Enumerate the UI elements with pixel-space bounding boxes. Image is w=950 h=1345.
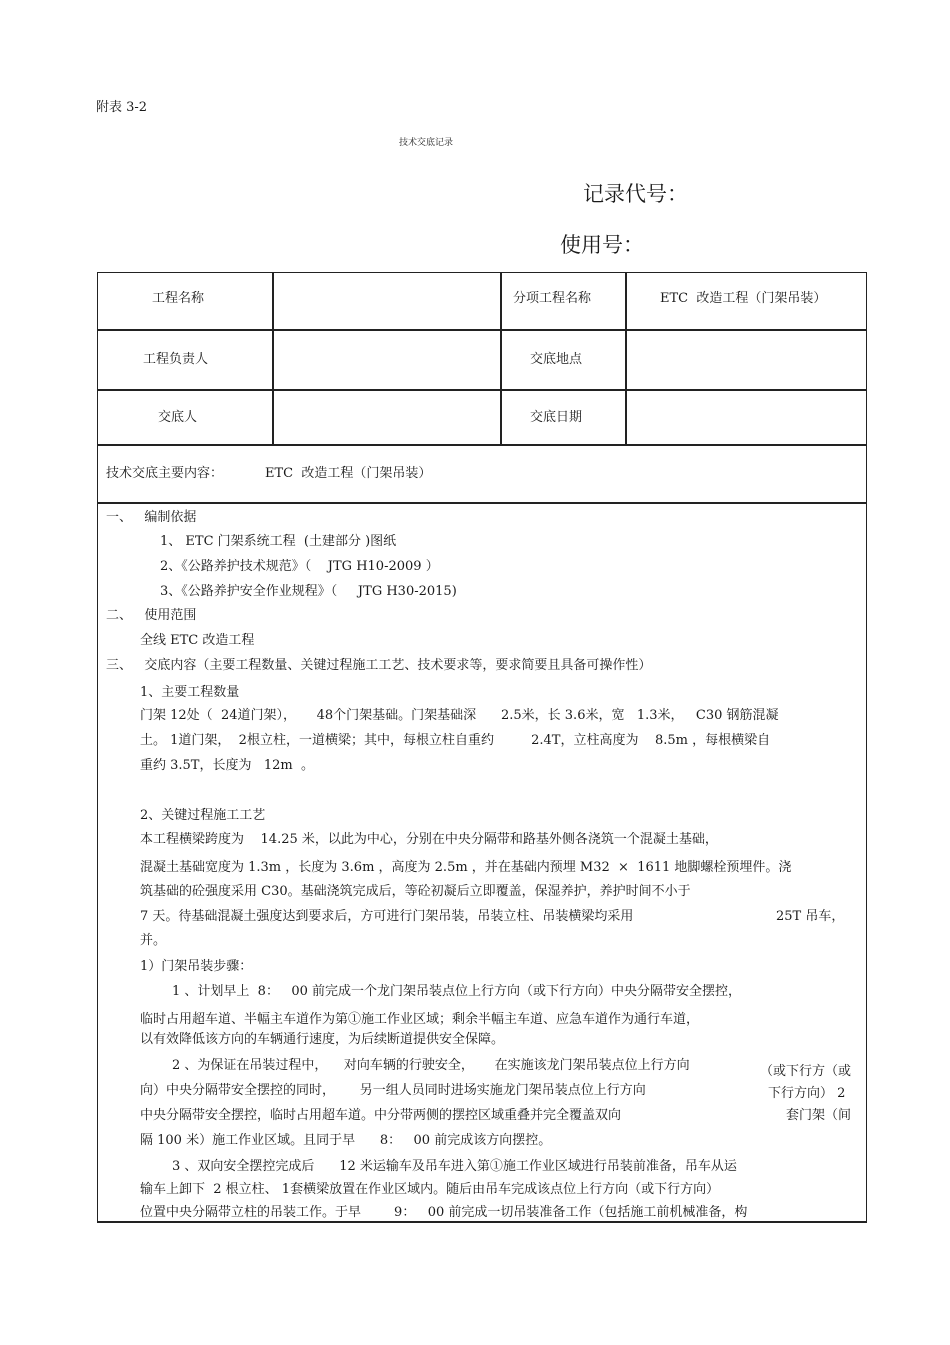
- process-line-4a: 7 天。待基础混凝土强度达到要求后，方可进行门架吊装，吊装立柱、吊装横梁均采用: [140, 909, 634, 924]
- process-line-2: 混凝土基础宽度为 1.3m ，长度为 3.6m ，高度为 2.5m ，并在基础内预埋 M32 × 1611 地脚螺栓预埋件。浇: [140, 860, 792, 875]
- row-divider: [97, 502, 867, 504]
- column-divider: [625, 272, 627, 445]
- usage-number-label: 使用号：: [560, 233, 644, 257]
- section-2-text: 全线 ETC 改造工程: [140, 633, 255, 648]
- record-code-label: 记录代号：: [583, 182, 688, 206]
- location-label: 交底地点: [530, 352, 583, 367]
- section-1-item-1: 1、 ETC 门架系统工程 (土建部分 )图纸: [160, 534, 397, 549]
- step-2-line-2b: 下行方向） 2: [768, 1086, 846, 1101]
- row-divider: [97, 389, 867, 391]
- section-3-title: 三、 交底内容（主要工程数量、关键过程施工工艺、技术要求等，要求简要且具备可操作性）: [106, 658, 652, 673]
- step-3-line-1: 3 、双向安全摆控完成后 12 米运输车及吊车进入第①施工作业区域进行吊装前准备，吊车从运: [172, 1159, 737, 1174]
- date-label: 交底日期: [530, 410, 583, 425]
- appendix-label: 附表 3-2: [96, 100, 148, 115]
- step-3-line-2: 输车上卸下 2 根立柱、 1套横梁放置在作业区域内。随后由吊车完成该点位上行方向（或下行方向）: [140, 1182, 720, 1197]
- section-1-title: 一、 编制依据: [106, 510, 197, 525]
- step-2-line-1b: （或下行方（或: [760, 1064, 852, 1079]
- step-1-line-3: 以有效降低该方向的车辆通行速度，为后续断道提供安全保障。: [140, 1032, 505, 1047]
- process-title: 2、关键过程施工工艺: [140, 808, 266, 823]
- step-2-line-3a: 中央分隔带安全摆控，临时占用超车道。中分带两侧的摆控区域重叠并完全覆盖双向: [140, 1108, 622, 1123]
- step-2-line-4: 隔 100 米）施工作业区域。且同于早 8： 00 前完成该方向摆控。: [140, 1133, 552, 1148]
- column-divider: [272, 272, 274, 445]
- process-line-1: 本工程横梁跨度为 14.25 米，以此为中心，分别在中央分隔带和路基外侧各浇筑一个混凝土基础，: [140, 832, 718, 847]
- sub-project-label: 分项工程名称: [513, 291, 592, 306]
- manager-label: 工程负责人: [143, 352, 209, 367]
- step-2-line-1a: 2 、为保证在吊装过程中， 对向车辆的行驶安全， 在实施该龙门架吊装点位上行方向: [172, 1058, 690, 1073]
- process-line-3: 筑基础的砼强度采用 C30。基础浇筑完成后，等砼初凝后立即覆盖，保湿养护，养护时间不小于: [140, 884, 691, 899]
- table-bottom-border: [97, 1221, 867, 1223]
- steps-title: 1）门架吊装步骤：: [140, 959, 253, 974]
- quantity-line-3: 重约 3.5T，长度为 12m 。: [140, 758, 315, 773]
- sub-project-value[interactable]: ETC 改造工程（门架吊装）: [660, 291, 827, 306]
- step-3-line-3: 位置中央分隔带立柱的吊装工作。于早 9： 00 前完成一切吊装准备工作（包括施工前机械准备，构: [140, 1205, 748, 1220]
- step-1-line-1: 1 、计划早上 8： 00 前完成一个龙门架吊装点位上行方向（或下行方向）中央分隔带安全摆控，: [172, 984, 742, 999]
- section-1-item-2: 2、《公路养护技术规范》（ JTG H10-2009 ）: [160, 559, 439, 574]
- row-divider: [97, 444, 867, 446]
- quantity-title: 1、主要工程数量: [140, 685, 240, 700]
- section-2-title: 二、 使用范围: [106, 608, 197, 623]
- process-line-4b: 25T 吊车，: [776, 909, 845, 924]
- main-content-value: ETC 改造工程（门架吊装）: [265, 466, 432, 481]
- step-1-line-2: 临时占用超车道、半幅主车道作为第①施工作业区域；剩余半幅主车道、应急车道作为通行车道，: [140, 1012, 700, 1027]
- step-2-line-3b: 套门架（间: [786, 1108, 852, 1123]
- row-divider: [97, 329, 867, 331]
- quantity-line-1: 门架 12处（ 24道门架）， 48个门架基础。门架基础深 2.5米，长 3.6米，宽 1.3米， C30 钢筋混凝: [140, 708, 779, 723]
- process-line-5: 并。: [140, 933, 167, 948]
- step-2-line-2a: 向）中央分隔带安全摆控的同时， 另一组人员同时进场实施龙门架吊装点位上行方向: [140, 1083, 646, 1098]
- project-name-label: 工程名称: [152, 291, 205, 306]
- quantity-line-2: 土。 1道门架， 2根立柱，一道横梁；其中，每根立柱自重约 2.4T，立柱高度为 8.5m ，每根横梁自: [140, 733, 771, 748]
- presenter-label: 交底人: [158, 410, 198, 425]
- column-divider: [500, 272, 502, 445]
- section-1-item-3: 3、《公路养护安全作业规程》（ JTG H30-2015): [160, 584, 457, 599]
- main-content-label: 技术交底主要内容：: [106, 466, 224, 481]
- document-title: 技术交底记录: [399, 138, 454, 148]
